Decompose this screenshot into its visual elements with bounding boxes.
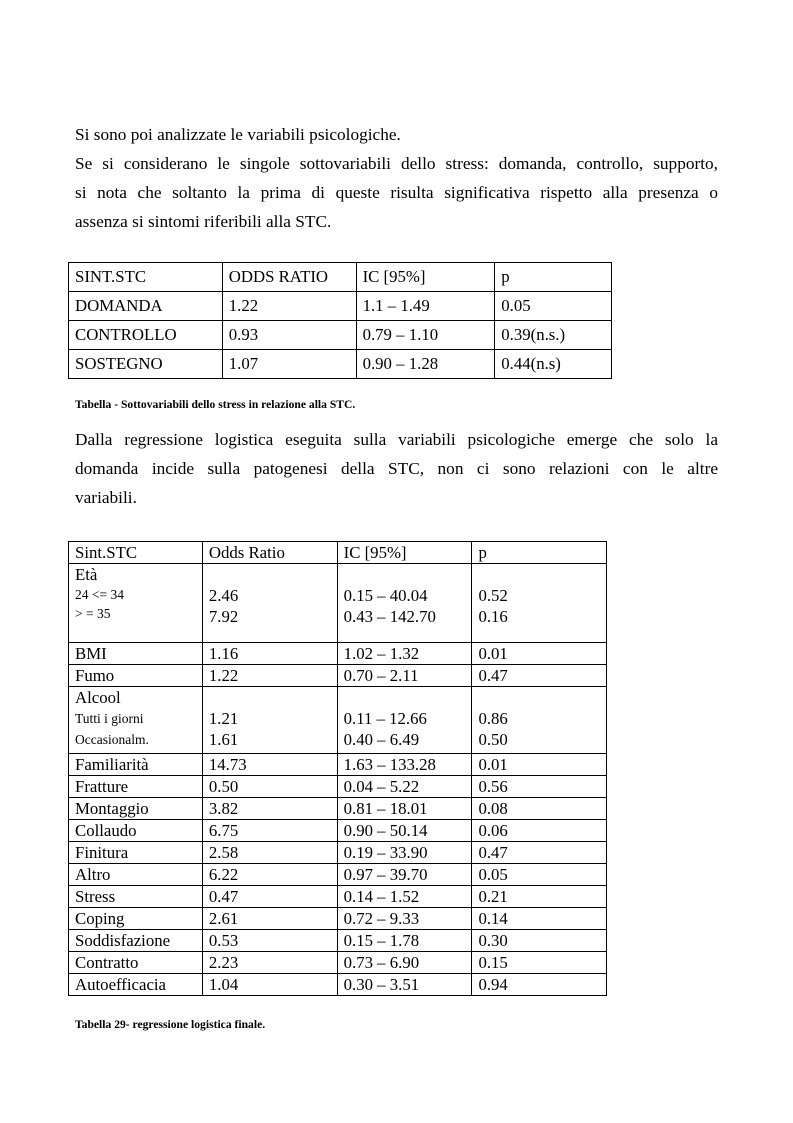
table-cell: Finitura [69, 842, 203, 864]
para2-line-1: Dalla regressione logistica eseguita sulla variabili psicologiche emerge che solo la [75, 430, 718, 449]
table1-header-cell: IC [95%] [356, 263, 495, 292]
para2-line-3: variabili. [75, 488, 137, 507]
table1-header-row [69, 263, 612, 292]
table2-row [69, 974, 607, 996]
table2-rows-b [69, 754, 607, 996]
table2-caption: Tabella 29- regressione logistica finale. [75, 1018, 266, 1031]
table-cell: 0.08 [472, 798, 607, 820]
table-cell: 2.61 [202, 908, 337, 930]
table-cell: 0.30 [472, 930, 607, 952]
table-cell: Familiarità [69, 754, 203, 776]
intro-line-2: Se si considerano le singole sottovariabili dello stress: domanda, controllo, supporto, [75, 154, 718, 173]
table2-header-cell: IC [95%] [337, 542, 472, 564]
table-cell: 1.63 – 133.28 [337, 754, 472, 776]
table-cell: Soddisfazione [69, 930, 203, 952]
regression-paragraph [75, 425, 718, 512]
table1-header-cell: SINT.STC [69, 263, 223, 292]
alcool-p-2: 0.50 [478, 730, 508, 749]
intro-line-3: si nota che soltanto la prima di queste risulta significativa rispetto alla presenza o [75, 183, 718, 202]
table-cell: 0.47 [472, 842, 607, 864]
table1-row [69, 292, 612, 321]
table-cell: 0.94 [472, 974, 607, 996]
table-cell: 0.90 – 50.14 [337, 820, 472, 842]
table-cell: 0.30 – 3.51 [337, 974, 472, 996]
table-cell: 0.73 – 6.90 [337, 952, 472, 974]
table-cell: 0.56 [472, 776, 607, 798]
alcool-or-2: 1.61 [208, 730, 239, 749]
eta-or-cell [202, 564, 337, 643]
table-cell: 1.1 – 1.49 [356, 292, 495, 321]
logistic-regression-table [68, 541, 607, 996]
intro-line-4: assenza si sintomi riferibili alla STC. [75, 212, 332, 231]
table-cell: 6.22 [202, 864, 337, 886]
table1-row [69, 321, 612, 350]
alcool-label: Alcool [75, 688, 121, 707]
eta-p-1: 0.52 [478, 586, 508, 605]
table-cell: 0.70 – 2.11 [337, 665, 472, 687]
table-cell: 0.01 [472, 643, 607, 665]
table2-rows-a [69, 643, 607, 687]
table-cell: Collaudo [69, 820, 203, 842]
table-cell: Fumo [69, 665, 203, 687]
eta-ic-cell [337, 564, 472, 643]
table-cell: Stress [69, 886, 203, 908]
table1-header-cell: p [495, 263, 612, 292]
table-cell: 0.97 – 39.70 [337, 864, 472, 886]
table-cell: SOSTEGNO [69, 350, 223, 379]
eta-ic-2: 0.43 – 142.70 [343, 607, 436, 626]
alcool-or-1: 1.21 [208, 709, 239, 728]
table-cell: Autoefficacia [69, 974, 203, 996]
eta-p-2: 0.16 [478, 607, 508, 626]
table-cell: 0.81 – 18.01 [337, 798, 472, 820]
table-cell: CONTROLLO [69, 321, 223, 350]
table2-alcool-group [69, 687, 607, 754]
table-cell: Coping [69, 908, 203, 930]
table-cell: 0.06 [472, 820, 607, 842]
table-cell: 1.22 [202, 665, 337, 687]
table2-row [69, 820, 607, 842]
table-cell: 0.19 – 33.90 [337, 842, 472, 864]
table-cell: 2.23 [202, 952, 337, 974]
table1-row [69, 350, 612, 379]
table-cell: 0.44(n.s) [495, 350, 612, 379]
alcool-label-cell [69, 687, 203, 754]
table-cell: DOMANDA [69, 292, 223, 321]
table-cell: 0.14 – 1.52 [337, 886, 472, 908]
eta-sub-1: 24 <= 34 [75, 587, 124, 602]
table2-row [69, 798, 607, 820]
table2-header-cell: Odds Ratio [202, 542, 337, 564]
table-cell: 1.04 [202, 974, 337, 996]
table-cell: 0.14 [472, 908, 607, 930]
table2-row [69, 665, 607, 687]
table2-header-cell: p [472, 542, 607, 564]
table1-header-cell: ODDS RATIO [222, 263, 356, 292]
table2-row-eta [69, 564, 607, 643]
alcool-ic-2: 0.40 – 6.49 [343, 730, 420, 749]
intro-line-1: Si sono poi analizzate le variabili psicologiche. [75, 125, 401, 144]
table-cell: 0.21 [472, 886, 607, 908]
stress-subvariables-table [68, 262, 612, 379]
table2-row [69, 643, 607, 665]
table2-row [69, 886, 607, 908]
table-cell: 14.73 [202, 754, 337, 776]
table2-row [69, 864, 607, 886]
table-cell: Altro [69, 864, 203, 886]
eta-p-cell [472, 564, 607, 643]
table-cell: 0.90 – 1.28 [356, 350, 495, 379]
table-cell: 0.04 – 5.22 [337, 776, 472, 798]
alcool-sub-1: Tutti i giorni [75, 711, 144, 726]
table-cell: 0.53 [202, 930, 337, 952]
table1-caption: Tabella - Sottovariabili dello stress in relazione alla STC. [75, 398, 356, 411]
table1-body [69, 263, 612, 379]
alcool-p-cell [472, 687, 607, 754]
eta-sub-2: > = 35 [75, 606, 111, 621]
table-cell: BMI [69, 643, 203, 665]
eta-or-2: 7.92 [208, 607, 239, 626]
alcool-or-cell [202, 687, 337, 754]
table-cell: 0.15 [472, 952, 607, 974]
eta-or-1: 2.46 [208, 586, 239, 605]
table2-row [69, 930, 607, 952]
table-cell: Fratture [69, 776, 203, 798]
table2-body [69, 542, 607, 643]
table-cell: 1.16 [202, 643, 337, 665]
table-cell: 0.15 – 1.78 [337, 930, 472, 952]
table-cell: 1.07 [222, 350, 356, 379]
table-cell: 3.82 [202, 798, 337, 820]
table2-row [69, 842, 607, 864]
eta-label-cell [69, 564, 203, 643]
para2-line-2: domanda incide sulla patogenesi della STC, non ci sono relazioni con le altre [75, 459, 718, 478]
table-cell: 0.72 – 9.33 [337, 908, 472, 930]
table2-row-alcool [69, 687, 607, 754]
alcool-sub-2: Occasionalm. [75, 732, 149, 747]
table-cell: 1.22 [222, 292, 356, 321]
table-cell: 0.47 [202, 886, 337, 908]
table-cell: 2.58 [202, 842, 337, 864]
table-cell: 0.05 [472, 864, 607, 886]
table-cell: Contratto [69, 952, 203, 974]
alcool-ic-1: 0.11 – 12.66 [343, 709, 427, 728]
alcool-p-1: 0.86 [478, 709, 508, 728]
table-cell: 0.05 [495, 292, 612, 321]
intro-paragraph [75, 120, 718, 236]
table-cell: 1.02 – 1.32 [337, 643, 472, 665]
table-cell: 0.01 [472, 754, 607, 776]
table2-header-row [69, 542, 607, 564]
table-cell: 0.50 [202, 776, 337, 798]
table-cell: 6.75 [202, 820, 337, 842]
table2-row [69, 776, 607, 798]
table2-row [69, 952, 607, 974]
eta-ic-1: 0.15 – 40.04 [343, 586, 428, 605]
table2-row [69, 754, 607, 776]
table-cell: 0.79 – 1.10 [356, 321, 495, 350]
alcool-ic-cell [337, 687, 472, 754]
eta-label: Età [75, 565, 98, 584]
table-cell: 0.47 [472, 665, 607, 687]
table-cell: Montaggio [69, 798, 203, 820]
table-cell: 0.93 [222, 321, 356, 350]
table2-header-cell: Sint.STC [69, 542, 203, 564]
table2-row [69, 908, 607, 930]
table-cell: 0.39(n.s.) [495, 321, 612, 350]
